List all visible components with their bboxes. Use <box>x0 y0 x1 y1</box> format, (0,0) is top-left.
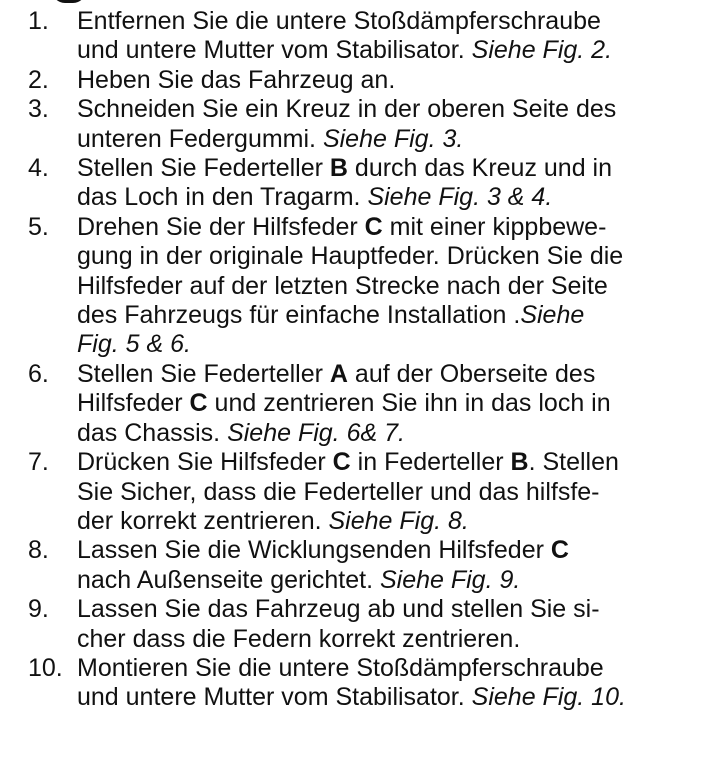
step-number: 3. <box>28 95 49 124</box>
step-text-line <box>77 360 703 389</box>
step-text-line <box>77 7 703 36</box>
part-label: C <box>364 212 383 241</box>
step-text-line <box>77 330 703 359</box>
step-text: Entfernen Sie die untere Stoßdämpferschraube <box>77 7 601 35</box>
step-number: 9. <box>28 595 49 624</box>
figure-reference: Siehe Fig. 6& 7. <box>227 418 405 447</box>
step-item <box>0 7 709 66</box>
figure-reference: Siehe Fig. 3 & 4. <box>367 183 553 212</box>
step-number: 10. <box>28 653 63 682</box>
part-label: A <box>329 359 348 388</box>
step-text: gung in der originale Hauptfeder. Drücken Sie die <box>77 242 624 271</box>
cropped-mark <box>52 0 86 3</box>
step-text: in Federteller <box>350 448 511 477</box>
step-text: und untere Mutter vom Stabilisator. <box>77 683 472 712</box>
step-text: Hilfsfeder <box>77 389 190 418</box>
step-text-line <box>77 125 703 154</box>
step-text-line <box>77 301 703 330</box>
step-text: Drücken Sie Hilfsfeder <box>77 448 333 477</box>
step-item <box>0 154 709 213</box>
step-number: 7. <box>28 448 49 477</box>
step-item <box>0 595 709 654</box>
part-label: B <box>329 154 348 183</box>
step-number: 8. <box>28 536 49 565</box>
figure-reference: Siehe Fig. 9. <box>379 565 521 594</box>
step-text: unteren Federgummi. <box>77 124 323 153</box>
part-label: B <box>510 448 529 477</box>
figure-reference: Siehe Fig. 3. <box>322 124 464 153</box>
step-text-line <box>77 95 703 124</box>
step-number: 4. <box>28 154 49 183</box>
step-item <box>0 66 709 95</box>
step-text: und zentrieren Sie ihn in das loch in <box>207 389 611 418</box>
step-text-line <box>77 654 703 683</box>
step-number: 1. <box>28 7 49 35</box>
step-number: 6. <box>28 359 49 388</box>
step-number: 5. <box>28 212 49 241</box>
step-text-line <box>77 154 703 183</box>
figure-reference: Siehe Fig. 2. <box>471 36 613 65</box>
step-text: Sie Sicher, dass die Federteller und das hilfsfe- <box>77 477 600 506</box>
step-text: Stellen Sie Federteller <box>77 359 330 388</box>
figure-reference: Siehe Fig. 10. <box>471 683 626 712</box>
step-text: das Chassis. <box>77 418 228 447</box>
step-text: Lassen Sie das Fahrzeug ab und stellen Sie si- <box>77 595 600 624</box>
part-label: C <box>550 536 569 565</box>
step-text: Heben Sie das Fahrzeug an. <box>77 65 396 94</box>
instruction-steps-list <box>0 7 709 713</box>
step-item <box>0 448 709 536</box>
step-text-line <box>77 478 703 507</box>
step-text: und untere Mutter vom Stabilisator. <box>77 36 472 65</box>
part-label: C <box>332 448 351 477</box>
step-text-line <box>77 183 703 212</box>
step-text-line <box>77 595 703 624</box>
step-text: Montieren Sie die untere Stoßdämpferschraube <box>77 653 604 682</box>
step-text: das Loch in den Tragarm. <box>77 183 368 212</box>
step-text-line <box>77 566 703 595</box>
step-text: Schneiden Sie ein Kreuz in der oberen Seite des <box>77 95 617 124</box>
step-text: des Fahrzeugs für einfache Installation . <box>77 301 521 330</box>
step-text: Lassen Sie die Wicklungsenden Hilfsfeder <box>77 536 551 565</box>
step-item <box>0 654 709 713</box>
step-text-line <box>77 448 703 477</box>
step-number: 2. <box>28 65 49 94</box>
step-text: cher dass die Federn korrekt zentrieren. <box>77 624 521 653</box>
step-text-line <box>77 625 703 654</box>
step-text-line <box>77 66 703 95</box>
step-text-line <box>77 242 703 271</box>
figure-reference: Siehe Fig. 8. <box>328 506 469 535</box>
step-text: Stellen Sie Federteller <box>77 154 330 183</box>
figure-reference: Fig. 5 & 6. <box>77 330 191 359</box>
step-text: Hilfsfeder auf der letzten Strecke nach der Seite <box>77 271 608 300</box>
step-item <box>0 95 709 154</box>
figure-reference: Siehe <box>520 301 585 330</box>
step-text-line <box>77 683 703 712</box>
step-text-line <box>77 419 703 448</box>
step-item <box>0 360 709 448</box>
step-text-line <box>77 272 703 301</box>
step-text: auf der Oberseite des <box>347 359 596 388</box>
step-text-line <box>77 536 703 565</box>
part-label: C <box>189 389 208 418</box>
step-item <box>0 536 709 595</box>
step-text: durch das Kreuz und in <box>347 154 613 183</box>
step-text-line <box>77 507 703 536</box>
step-text: mit einer kippbewe- <box>382 212 607 241</box>
step-text: Drehen Sie der Hilfsfeder <box>77 212 365 241</box>
step-text-line <box>77 213 703 242</box>
step-text-line <box>77 389 703 418</box>
step-text: der korrekt zentrieren. <box>77 506 329 535</box>
step-text: nach Außenseite gerichtet. <box>77 565 380 594</box>
step-item <box>0 213 709 360</box>
step-text: . Stellen <box>528 448 619 477</box>
step-text-line <box>77 36 703 65</box>
